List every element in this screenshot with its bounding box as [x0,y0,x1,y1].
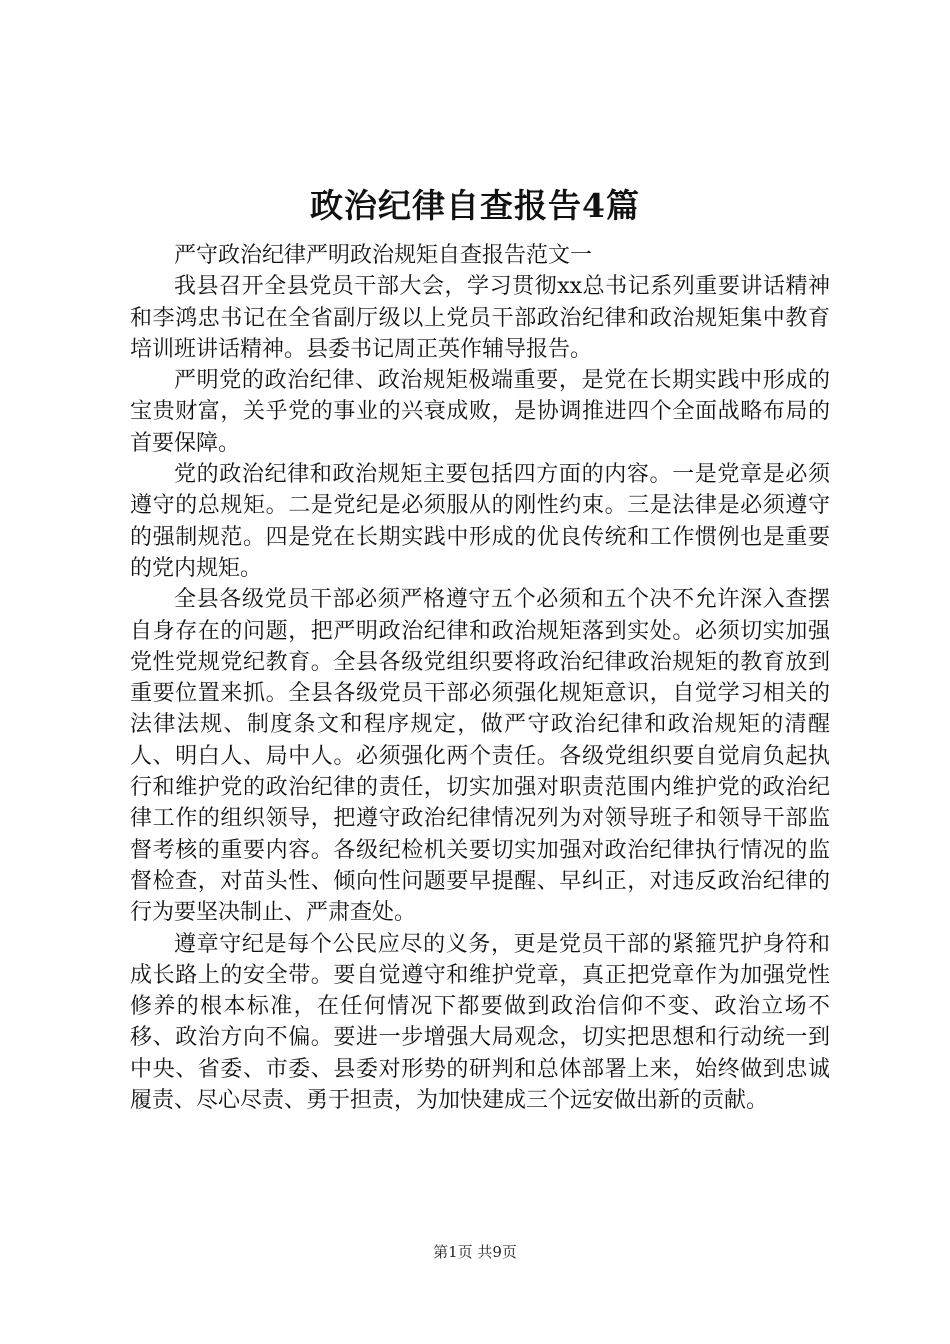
paragraph-5: 遵章守纪是每个公民应尽的义务，更是党员干部的紧箍咒护身符和成长路上的安全带。要自觉遵守和维护党章，真正把党章作为加强党性修养的根本标准，在任何情况下都要做到政治信仰不变、政治立场不移、政治方向不偏。要进一步增强大局观念，切实把思想和行动统一到中央、省委、市委、县委对形势的研判和总体部署上来，始终做到忠诚履责、尽心尽责、勇于担责，为加快建成三个远安做出新的贡献。 [130,931,830,1114]
paragraph-4: 全县各级党员干部必须严格遵守五个必须和五个决不允许深入查摆自身存在的问题，把严明政治纪律和政治规矩落到实处。必须切实加强党性党规党纪教育。全县各级党组织要将政治纪律政治规矩的教育放到重要位置来抓。全县各级党员干部必须强化规矩意识，自觉学习相关的法律法规、制度条文和程序规定，做严守政治纪律和政治规矩的清醒人、明白人、局中人。必须强化两个责任。各级党组织要自觉肩负起执行和维护党的政治纪律的责任，切实加强对职责范围内维护党的政治纪律工作的组织领导，把遵守政治纪律情况列为对领导班子和领导干部监督考核的重要内容。各级纪检机关要切实加强对政治纪律执行情况的监督检查，对苗头性、倾向性问题要早提醒、早纠正，对违反政治纪律的行为要坚决制止、严肃查处。 [130,587,830,926]
document-title: 政治纪律自查报告4篇 [310,186,640,225]
paragraph-2: 严明党的政治纪律、政治规矩极端重要，是党在长期实践中形成的宝贵财富，关乎党的事业的兴衰成败，是协调推进四个全面战略布局的首要保障。 [130,368,830,456]
page-footer: 第1页 共9页 [433,1243,517,1261]
paragraph-3: 党的政治纪律和政治规矩主要包括四方面的内容。一是党章是必须遵守的总规矩。二是党纪是必须服从的刚性约束。三是法律是必须遵守的强制规范。四是党在长期实践中形成的优良传统和工作惯例也是重要的党内规矩。 [130,462,830,581]
paragraph-1: 我县召开全县党员干部大会，学习贯彻xx总书记系列重要讲话精神和李鸿忠书记在全省副厅级以上党员干部政治纪律和政治规矩集中教育培训班讲话精神。县委书记周正英作辅导报告。 [130,274,830,362]
document-body [130,240,830,1116]
section-subtitle: 严守政治纪律严明政治规矩自查报告范文一 [174,243,593,268]
